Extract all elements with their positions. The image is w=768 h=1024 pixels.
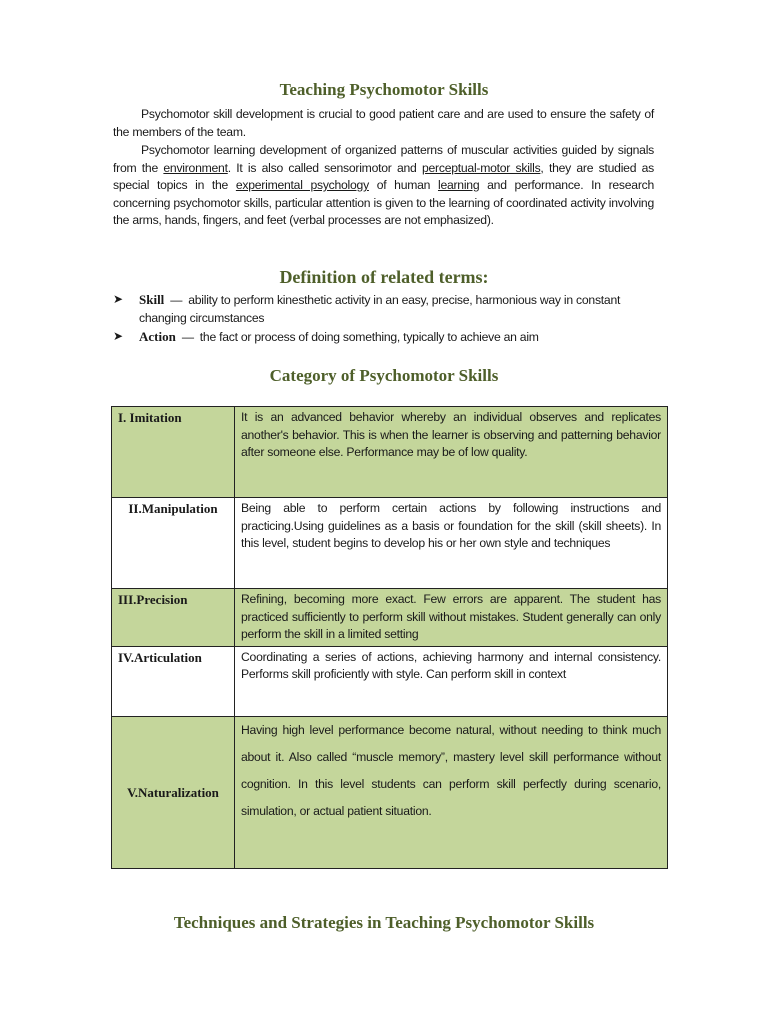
term-name: Action	[139, 329, 176, 344]
term-definition: ability to perform kinesthetic activity in an easy, precise, harmonious way in constant changing circumstances	[139, 293, 621, 325]
experimental-psychology-link[interactable]: experimental psychology	[235, 178, 369, 193]
environment-link[interactable]: environment	[163, 160, 228, 175]
description-cell: It is an advanced behavior whereby an individual observes and replicates another's behavior. This is when the learner is observing and patterning behavior after someone else. Performance may be of low quality.	[235, 407, 668, 498]
intro-paragraph-1-text: Psychomotor skill development is crucial to good patient care and are used to ensure the safety of the members of the team.	[113, 107, 654, 139]
intro-text: , they are studied as special topics in the	[113, 160, 654, 193]
intro-paragraph-1	[113, 106, 654, 141]
definitions-heading: Definition of related terms:	[279, 267, 489, 287]
level-cell: I. Imitation	[112, 407, 235, 498]
page-title: Teaching Psychomotor Skills	[279, 80, 489, 99]
intro-text: Psychomotor learning development of organized patterns of muscular activities guided by signals from the	[113, 143, 654, 175]
arrow-bullet-icon: ➤	[113, 329, 123, 343]
intro-text: of human	[368, 178, 438, 193]
description-cell: Coordinating a series of actions, achieving harmony and internal consistency. Performs skill proficiently with style. Can perform skill in context	[235, 646, 668, 716]
arrow-bullet-icon: ➤	[113, 292, 123, 306]
definition-item-skill	[113, 291, 658, 327]
table-row	[112, 646, 668, 716]
table-row	[112, 407, 668, 498]
term-dash: —	[181, 330, 194, 344]
intro-text: and performance. In research concerning psychomotor skills, particular attention is given to the learning of coordinated activity involving the arms, hands, fingers, and feet (verbal processes are not emphasized).	[113, 178, 654, 228]
table-row	[112, 498, 668, 589]
level-cell: III.Precision	[112, 589, 235, 647]
level-cell: IV.Articulation	[112, 646, 235, 716]
term-definition: the fact or process of doing something, typically to achieve an aim	[199, 330, 539, 344]
description-cell: Being able to perform certain actions by following instructions and practicing.Using guidelines as a basis or foundation for the skill (skill sheets). In this level, student begins to develop his or her own style and techniques	[235, 498, 668, 589]
term-dash: —	[170, 293, 183, 307]
intro-paragraph-2	[113, 142, 654, 230]
table-row	[112, 589, 668, 647]
description-cell: Having high level performance become natural, without needing to think much about it. Also called “muscle memory”, mastery level skill performance without cognition. In this level students can perform skill perfectly during scenario, simulation, or actual patient situation.	[235, 716, 668, 868]
term-name: Skill	[139, 292, 165, 307]
category-heading: Category of Psychomotor Skills	[269, 366, 499, 385]
intro-text: . It is also called sensorimotor and	[227, 160, 422, 175]
level-cell: V.Naturalization	[112, 716, 235, 868]
table-row	[112, 716, 668, 868]
description-cell: Refining, becoming more exact. Few errors are apparent. The student has practiced sufficiently to perform skill without mistakes. Student generally can only perform the skill in a limited setting	[235, 589, 668, 647]
definition-item-action	[113, 328, 658, 347]
perceptual-motor-skills-link[interactable]: perceptual-motor skills	[421, 160, 541, 175]
techniques-heading: Techniques and Strategies in Teaching Psychomotor Skills	[173, 913, 595, 932]
learning-link[interactable]: learning	[437, 178, 480, 193]
category-table	[111, 406, 668, 869]
level-cell: II.Manipulation	[112, 498, 235, 589]
